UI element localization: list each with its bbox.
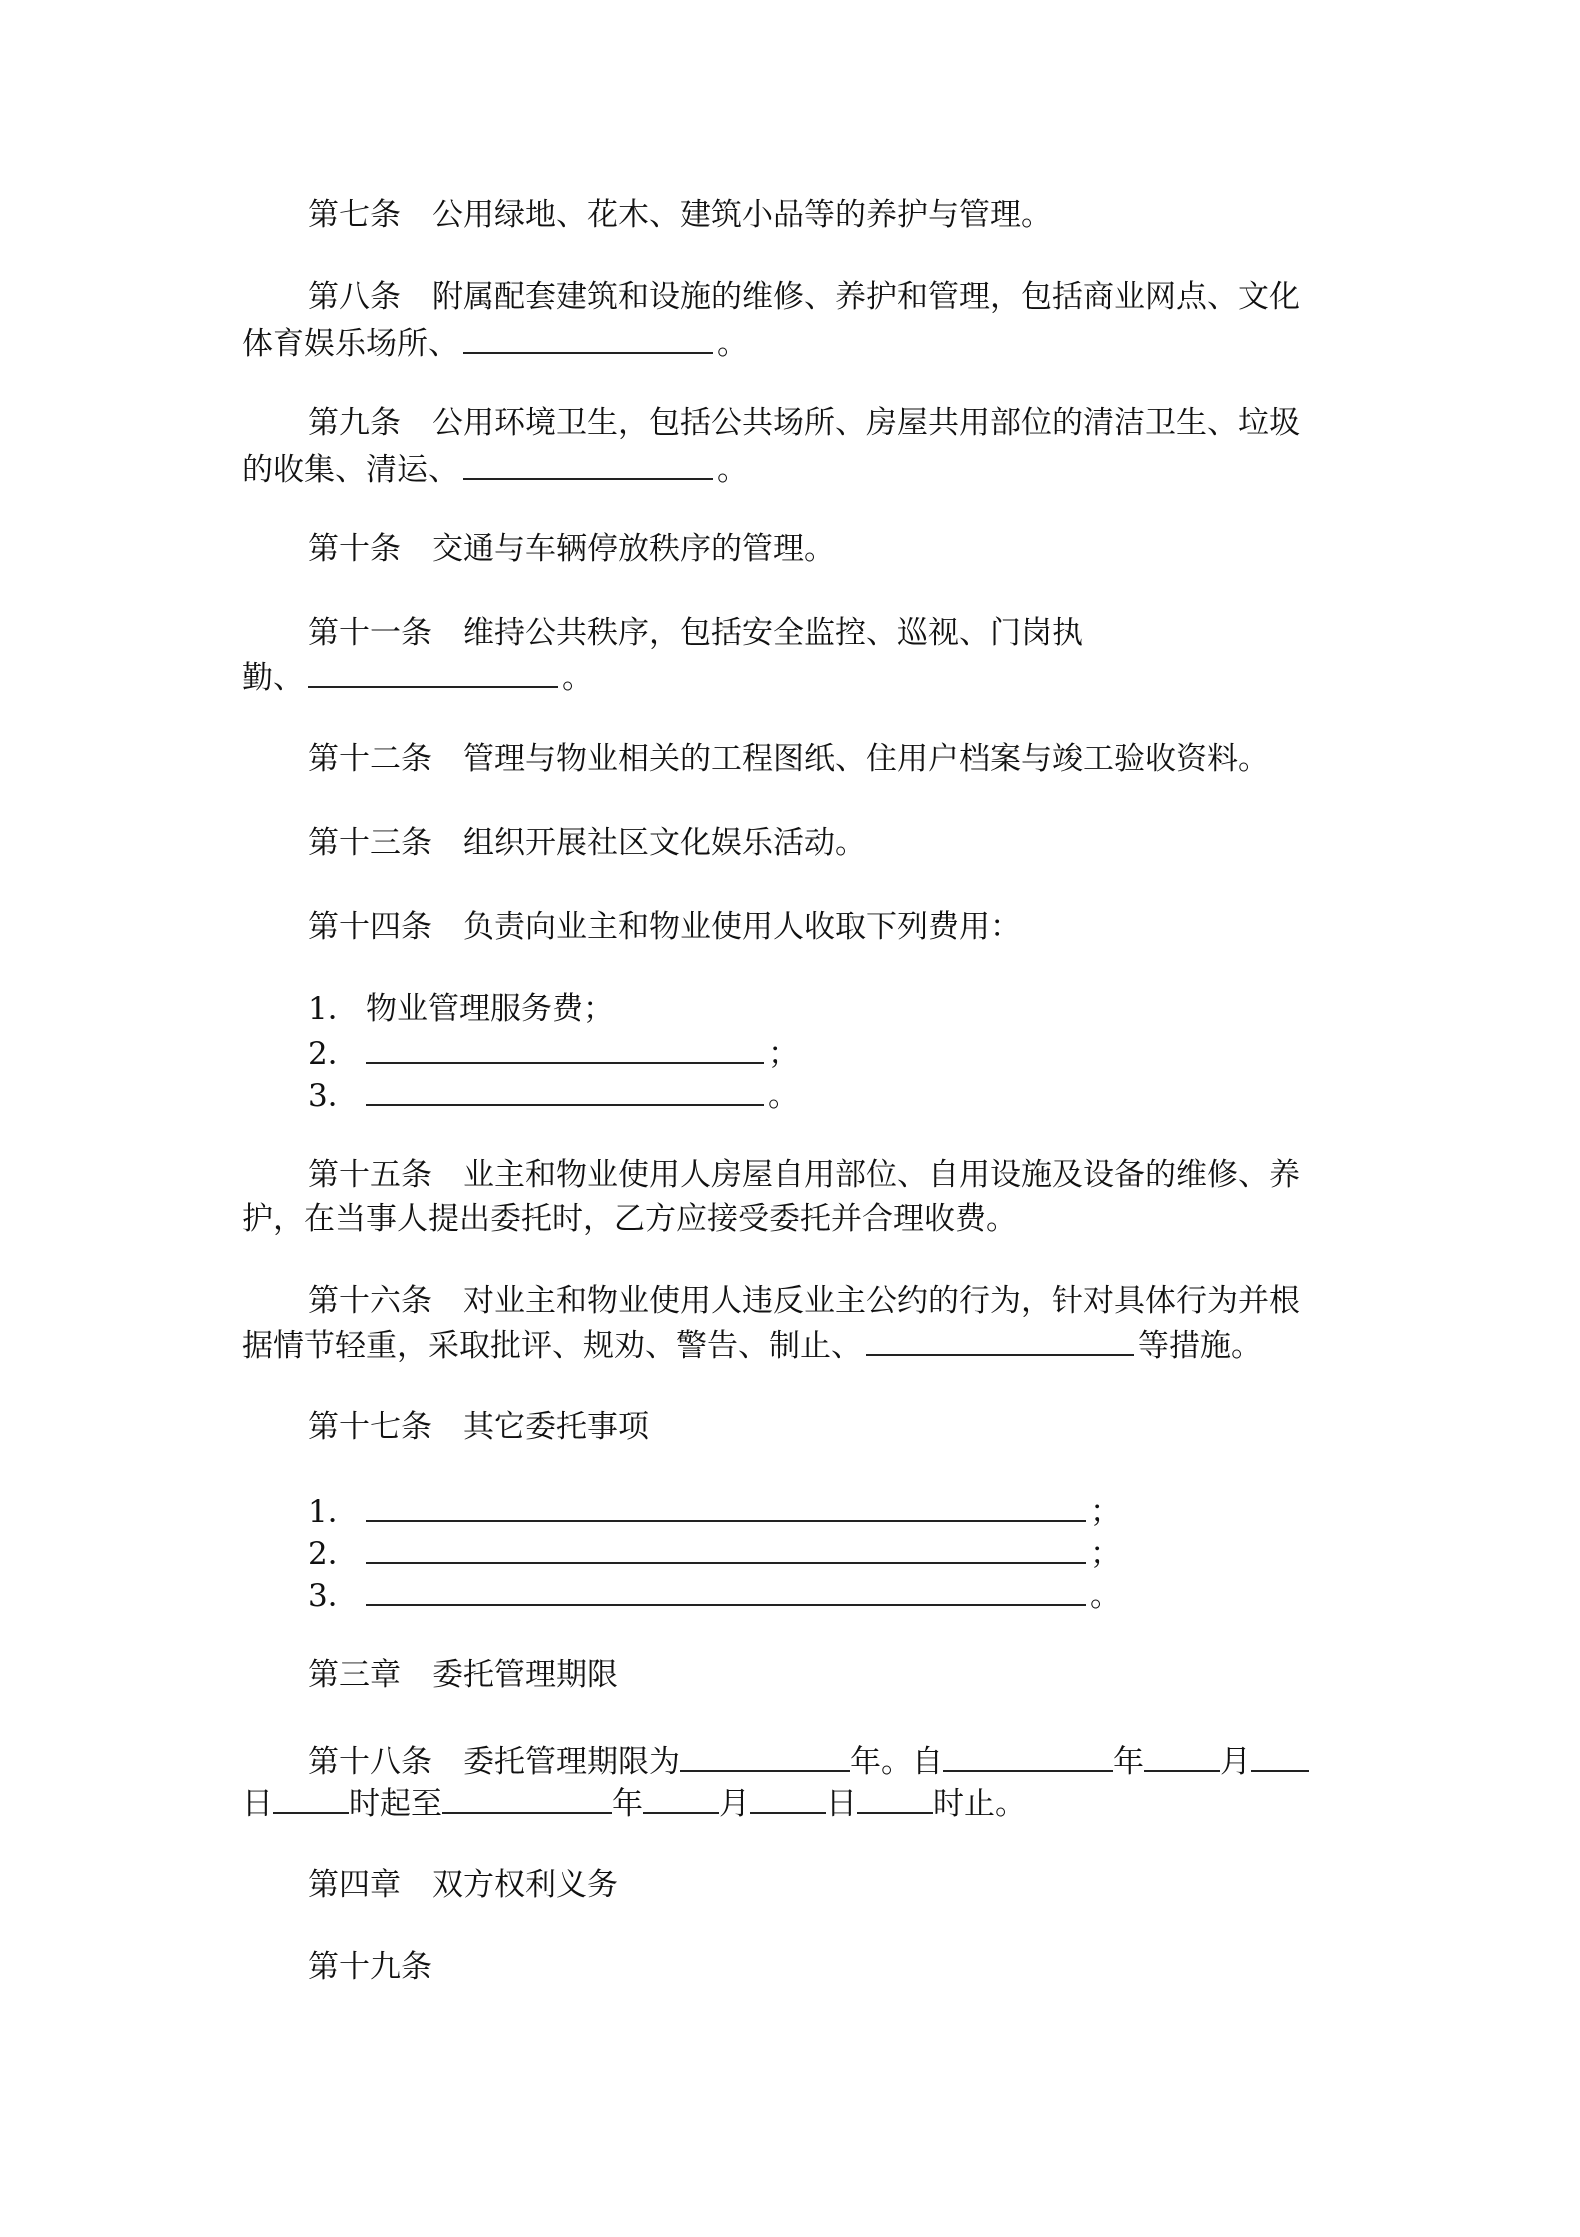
fill-in-blank[interactable] <box>643 1780 719 1814</box>
fill-in-blank[interactable] <box>366 1572 1086 1606</box>
article-12: 第十二条 管理与物业相关的工程图纸、住用户档案与竣工验收资料。 <box>308 741 1269 777</box>
fee-item-1 <box>308 988 614 1030</box>
article-13: 第十三条 组织开展社区文化娱乐活动。 <box>308 825 866 861</box>
article-16-text: 据情节轻重，采取批评、规劝、警告、制止、 <box>242 1328 862 1364</box>
item-end: ； <box>1090 1536 1121 1572</box>
fill-in-blank[interactable] <box>366 1488 1086 1522</box>
article-16-end: 等措施。 <box>1138 1328 1262 1364</box>
article-18-line2 <box>242 1780 1026 1825</box>
article-11-line2 <box>242 654 593 699</box>
other-item-3 <box>308 1572 1121 1617</box>
other-item-2 <box>308 1530 1121 1575</box>
fill-in-blank[interactable] <box>366 1030 764 1064</box>
item-end: 。 <box>1090 1578 1121 1614</box>
article-11-line1: 第十一条 维持公共秩序，包括安全监控、巡视、门岗执 <box>308 615 1083 651</box>
year-label: 年 <box>1113 1744 1144 1780</box>
day-label: 日 <box>242 1786 273 1822</box>
month-label: 月 <box>719 1786 750 1822</box>
article-11-end: 。 <box>562 660 593 696</box>
article-18-text: 第十八条 委托管理期限为 <box>308 1744 680 1780</box>
item-number: 1． <box>308 1494 359 1530</box>
fill-in-blank[interactable] <box>750 1780 826 1814</box>
article-8-line1: 第八条 附属配套建筑和设施的维修、养护和管理，包括商业网点、文化 <box>308 279 1300 315</box>
fill-in-blank[interactable] <box>442 1780 612 1814</box>
article-19: 第十九条 <box>308 1949 432 1985</box>
item-number: 2． <box>308 1036 359 1072</box>
chapter-4-heading: 第四章 双方权利义务 <box>308 1867 618 1903</box>
article-18-line1 <box>308 1738 1309 1783</box>
article-9-line1: 第九条 公用环境卫生，包括公共场所、房屋共用部位的清洁卫生、垃圾 <box>308 405 1300 441</box>
article-9-text: 的收集、清运、 <box>242 452 459 488</box>
article-14: 第十四条 负责向业主和物业使用人收取下列费用： <box>308 909 1021 945</box>
end-time-label: 时止。 <box>933 1786 1026 1822</box>
fill-in-blank[interactable] <box>366 1530 1086 1564</box>
article-17: 第十七条 其它委托事项 <box>308 1409 649 1445</box>
article-8-end: 。 <box>717 326 748 362</box>
item-end: ； <box>1090 1494 1121 1530</box>
item-text: 物业管理服务费； <box>366 991 614 1027</box>
article-15-line1: 第十五条 业主和物业使用人房屋自用部位、自用设施及设备的维修、养 <box>308 1157 1300 1193</box>
fill-in-blank[interactable] <box>866 1322 1134 1356</box>
fill-in-blank[interactable] <box>463 446 713 480</box>
article-8-line2 <box>242 320 748 365</box>
fill-in-blank[interactable] <box>366 1072 764 1106</box>
item-number: 1． <box>308 991 359 1027</box>
article-15-line2: 护，在当事人提出委托时，乙方应接受委托并合理收费。 <box>242 1201 1017 1237</box>
other-item-1 <box>308 1488 1121 1533</box>
fee-item-2 <box>308 1030 799 1075</box>
fill-in-blank[interactable] <box>463 320 713 354</box>
fill-in-blank[interactable] <box>273 1780 349 1814</box>
item-number: 3． <box>308 1578 359 1614</box>
day-label: 日 <box>826 1786 857 1822</box>
year-label: 年。自 <box>850 1744 943 1780</box>
fill-in-blank[interactable] <box>857 1780 933 1814</box>
article-16-line2 <box>242 1322 1262 1367</box>
article-8-text: 体育娱乐场所、 <box>242 326 459 362</box>
fill-in-blank[interactable] <box>943 1738 1113 1772</box>
item-end: ； <box>768 1036 799 1072</box>
article-10: 第十条 交通与车辆停放秩序的管理。 <box>308 531 835 567</box>
time-label: 时起至 <box>349 1786 442 1822</box>
fill-in-blank[interactable] <box>1144 1738 1220 1772</box>
year-label: 年 <box>612 1786 643 1822</box>
fill-in-blank[interactable] <box>1251 1738 1309 1772</box>
article-7: 第七条 公用绿地、花木、建筑小品等的养护与管理。 <box>308 197 1052 233</box>
article-9-end: 。 <box>717 452 748 488</box>
fee-item-3 <box>308 1072 799 1117</box>
item-end: 。 <box>768 1078 799 1114</box>
item-number: 3． <box>308 1078 359 1114</box>
article-11-text: 勤、 <box>242 660 304 696</box>
item-number: 2． <box>308 1536 359 1572</box>
article-16-line1: 第十六条 对业主和物业使用人违反业主公约的行为，针对具体行为并根 <box>308 1283 1300 1319</box>
fill-in-blank[interactable] <box>680 1738 850 1772</box>
fill-in-blank[interactable] <box>308 654 558 688</box>
month-label: 月 <box>1220 1744 1251 1780</box>
article-9-line2 <box>242 446 748 491</box>
chapter-3-heading: 第三章 委托管理期限 <box>308 1657 618 1693</box>
